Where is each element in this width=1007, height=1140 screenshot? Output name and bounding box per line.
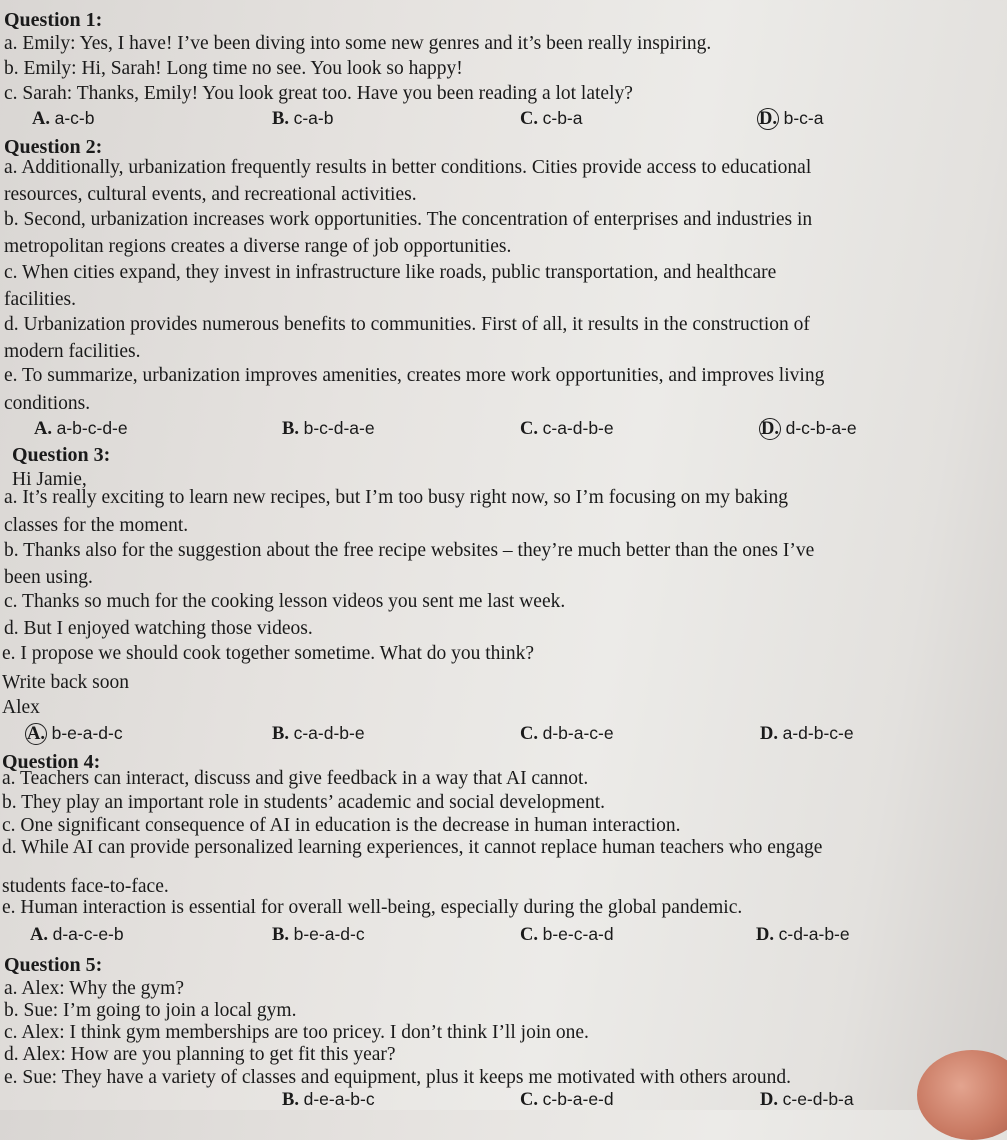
question-5-options (0, 1087, 1007, 1113)
option-d[interactable]: D. a-d-b-c-e (760, 723, 854, 744)
question-4-line-d-cont: students face-to-face. (2, 876, 169, 897)
question-3-line-5: c. Thanks so much for the cooking lesson videos you sent me last week. (4, 591, 566, 612)
question-3-line-7: e. I propose we should cook together sometime. What do you think? (2, 643, 534, 664)
question-3-closing: Write back soon (2, 672, 130, 693)
option-a[interactable]: A. a-b-c-d-e (34, 418, 128, 439)
question-5-line-e: e. Sue: They have a variety of classes and equipment, plus it keeps me motivated with others around. (4, 1067, 792, 1088)
question-3-line-3: b. Thanks also for the suggestion about the free recipe websites – they’re much better than the ones I’ve (4, 540, 815, 561)
question-5-line-d: d. Alex: How are you planning to get fit this year? (4, 1044, 396, 1065)
question-4-title: Question 4: (2, 751, 101, 773)
option-d-selected[interactable]: D. b-c-a (759, 108, 824, 129)
question-2-line-2: resources, cultural events, and recreational activities. (4, 184, 417, 205)
question-2-line-3: b. Second, urbanization increases work opportunities. The concentration of enterprises and industries in (4, 209, 813, 230)
question-2-line-7: d. Urbanization provides numerous benefits to communities. First of all, it results in the construction of (4, 314, 810, 335)
question-3-title: Question 3: (12, 444, 111, 466)
question-4-line-b: b. They play an important role in students’ academic and social development. (2, 792, 606, 813)
option-b[interactable]: B. b-e-a-d-c (272, 924, 365, 945)
question-1-line-c: c. Sarah: Thanks, Emily! You look great too. Have you been reading a lot lately? (4, 83, 633, 104)
fingertip-in-photo (917, 1050, 1007, 1140)
option-c[interactable]: C. c-a-d-b-e (520, 418, 614, 439)
question-3-signature: Alex (2, 697, 40, 718)
option-b[interactable]: B. d-e-a-b-c (282, 1089, 375, 1110)
question-2-line-10: conditions. (4, 393, 91, 414)
question-5-line-c: c. Alex: I think gym memberships are too pricey. I don’t think I’ll join one. (4, 1022, 589, 1043)
question-3-line-4: been using. (4, 567, 93, 588)
question-3-line-1: a. It’s really exciting to learn new recipes, but I’m too busy right now, so I’m focusing on my baking (4, 487, 788, 508)
question-2-line-6: facilities. (4, 289, 77, 310)
question-1-options (0, 106, 1007, 132)
question-3-line-2: classes for the moment. (4, 515, 189, 536)
question-2-line-8: modern facilities. (4, 341, 141, 362)
question-1-title: Question 1: (4, 9, 103, 31)
question-3-line-6: d. But I enjoyed watching those videos. (4, 618, 313, 639)
question-2-line-5: c. When cities expand, they invest in infrastructure like roads, public transportation, and healthcare (4, 262, 777, 283)
option-c[interactable]: C. b-e-c-a-d (520, 924, 614, 945)
option-b[interactable]: B. b-c-d-a-e (282, 418, 375, 439)
option-d-selected[interactable]: D. d-c-b-a-e (761, 418, 857, 439)
option-d[interactable]: D. c-e-d-b-a (760, 1089, 854, 1110)
option-d[interactable]: D. c-d-a-b-e (756, 924, 850, 945)
option-c[interactable]: C. c-b-a-e-d (520, 1089, 614, 1110)
option-c[interactable]: C. d-b-a-c-e (520, 723, 614, 744)
option-b[interactable]: B. c-a-b (272, 108, 334, 129)
question-4-line-c: c. One significant consequence of AI in education is the decrease in human interaction. (2, 815, 681, 836)
question-4-options (0, 922, 1007, 948)
question-2-line-4: metropolitan regions creates a diverse range of job opportunities. (4, 236, 512, 257)
question-3-options (0, 721, 1007, 747)
question-5-line-a: a. Alex: Why the gym? (4, 978, 184, 999)
question-4-line-e: e. Human interaction is essential for overall well-being, especially during the global pandemic. (2, 897, 743, 918)
question-2-line-9: e. To summarize, urbanization improves amenities, creates more work opportunities, and improves living (4, 365, 825, 386)
question-1-line-b: b. Emily: Hi, Sarah! Long time no see. You look so happy! (4, 58, 463, 79)
option-a-selected[interactable]: A. b-e-a-d-c (27, 723, 123, 744)
question-1-line-a: a. Emily: Yes, I have! I’ve been diving into some new genres and it’s been really inspiring. (4, 33, 712, 54)
question-3-greeting: Hi Jamie, (12, 469, 87, 490)
question-4-line-a: a. Teachers can interact, discuss and give feedback in a way that AI cannot. (2, 768, 589, 789)
option-a[interactable]: A. a-c-b (32, 108, 95, 129)
question-5-line-b: b. Sue: I’m going to join a local gym. (4, 1000, 297, 1021)
question-5-title: Question 5: (4, 954, 103, 976)
option-c[interactable]: C. c-b-a (520, 108, 583, 129)
option-b[interactable]: B. c-a-d-b-e (272, 723, 365, 744)
question-4-line-d: d. While AI can provide personalized learning experiences, it cannot replace human teachers who engage (2, 837, 823, 858)
question-2-options (0, 416, 1007, 442)
option-a[interactable]: A. d-a-c-e-b (30, 924, 124, 945)
question-2-line-1: a. Additionally, urbanization frequently results in better conditions. Cities provide access to educational (4, 157, 812, 178)
question-2-title: Question 2: (4, 136, 103, 158)
